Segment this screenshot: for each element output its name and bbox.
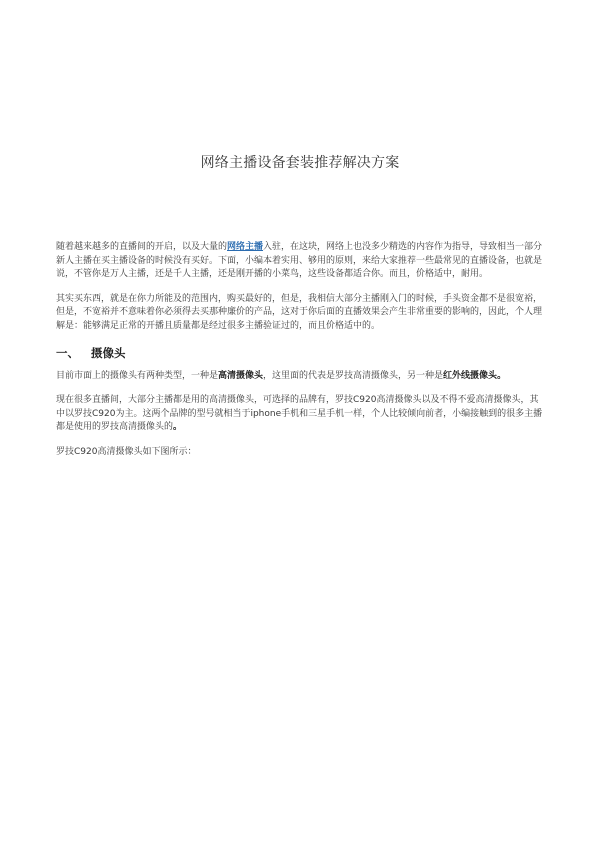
document-body [56, 241, 544, 471]
camera-types-text-2: ，这里面的代表是罗技高清摄像头，另一种是 [263, 370, 444, 381]
figure-intro-paragraph: 罗技C920高清摄像头如下图所示： [56, 446, 197, 457]
camera-brands-paragraph [56, 394, 544, 435]
intro-paragraph [56, 241, 544, 282]
section-heading-text: 摄像头 [91, 345, 126, 360]
camera-brands-period: 。 [173, 422, 183, 433]
document-title: 网络主播设备套装推荐解决方案 [200, 155, 400, 171]
section-heading-camera [56, 345, 544, 361]
camera-types-text-1: 目前市面上的摄像头有两种类型，一种是 [56, 370, 219, 381]
buying-advice-paragraph: 其实买东西，就是在你力所能及的范围内，购买最好的，但是，我相信大部分主播刚入门的时候，手头资金都不是很宽裕，但是，不宽裕并不意味着你必须得去买那种廉价的产品，这对于你后面的直播效果会产生非常重要的影响的，因此，个人理解是：能够满足正常的开播且质量都是经过很多主播验证过的，而且价格适中的。 [56, 293, 543, 331]
intro-text-after-link: 入驻，在这块，网络上也没多少精选的内容作为指导，导致相当一部分新人主播在买主播设备的时候没有买好。下面，小编本着实用、够用的原则，来给大家推荐一些最常见的直播设备，也就是说，不管你是万人主播，还是千人主播，还是刚开播的小菜鸟，这些设备都适合你。而且，价格适中，耐用。 [56, 242, 543, 280]
infrared-camera-term: 红外线摄像头 [443, 370, 498, 381]
camera-types-text-3: 。 [497, 370, 507, 381]
intro-text-before-link: 随着越来越多的直播间的开启，以及大量的 [56, 242, 228, 252]
section-number: 一、 [56, 345, 79, 360]
hd-camera-term: 高清摄像头 [218, 370, 264, 381]
camera-brands-text: 现在很多直播间，大部分主播都是用的高清摄像头，可选择的品牌有，罗技C920高清摄像头以及不得不爱高清摄像头，其中以罗技C920为主。这两个品牌的型号就相当于iphone手机和三星手机一样，个人比较倾向前者，小编接触到的很多主播都是使用的罗技高清摄像头的 [56, 395, 543, 433]
camera-types-paragraph [56, 370, 544, 384]
live-streamer-link[interactable]: 网络主播 [227, 242, 264, 252]
